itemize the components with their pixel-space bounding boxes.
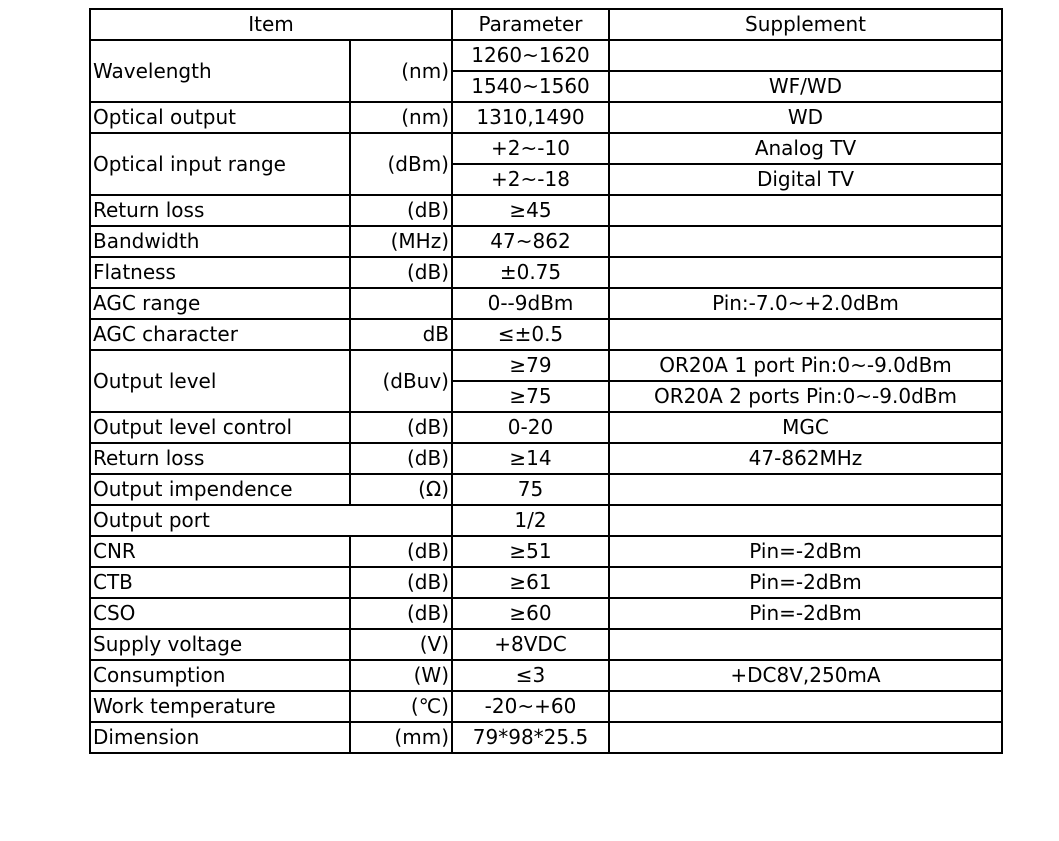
row-item-label: Output port (90, 505, 452, 536)
row-supplement (609, 691, 1002, 722)
row-supplement: MGC (609, 412, 1002, 443)
row-unit: (W) (350, 660, 452, 691)
row-item-label: Output level (90, 350, 350, 412)
row-parameter: ≥14 (452, 443, 609, 474)
header-parameter: Parameter (452, 9, 609, 40)
spec-body (90, 40, 1002, 753)
row-parameter: 0-20 (452, 412, 609, 443)
row-supplement: OR20A 1 port Pin:0~-9.0dBm (609, 350, 1002, 381)
table-row (90, 722, 1002, 753)
table-row (90, 598, 1002, 629)
row-unit: (V) (350, 629, 452, 660)
row-parameter: ≥75 (452, 381, 609, 412)
row-parameter: 1310,1490 (452, 102, 609, 133)
row-supplement: +DC8V,250mA (609, 660, 1002, 691)
table-row (90, 195, 1002, 226)
row-unit: (dB) (350, 567, 452, 598)
row-parameter: ≥60 (452, 598, 609, 629)
row-item-label: AGC range (90, 288, 350, 319)
table-row (90, 226, 1002, 257)
row-item-label: CNR (90, 536, 350, 567)
row-unit: (dB) (350, 257, 452, 288)
row-item-label: Optical output (90, 102, 350, 133)
table-row (90, 288, 1002, 319)
row-supplement (609, 257, 1002, 288)
row-item-label: Return loss (90, 443, 350, 474)
row-unit: (dB) (350, 412, 452, 443)
table-row (90, 102, 1002, 133)
row-unit: (nm) (350, 40, 452, 102)
row-item-label: Return loss (90, 195, 350, 226)
row-supplement: WD (609, 102, 1002, 133)
row-supplement: Pin=-2dBm (609, 567, 1002, 598)
row-unit: dB (350, 319, 452, 350)
row-supplement: Digital TV (609, 164, 1002, 195)
header-item: Item (90, 9, 452, 40)
row-parameter: ≤3 (452, 660, 609, 691)
row-parameter: 1/2 (452, 505, 609, 536)
row-unit: (dBuv) (350, 350, 452, 412)
row-item-label: Consumption (90, 660, 350, 691)
row-item-label: Flatness (90, 257, 350, 288)
table-row (90, 629, 1002, 660)
row-supplement (609, 722, 1002, 753)
table-row (90, 660, 1002, 691)
table-row (90, 40, 1002, 71)
table-row (90, 257, 1002, 288)
row-parameter: 47~862 (452, 226, 609, 257)
row-item-label: CTB (90, 567, 350, 598)
row-unit: (dBm) (350, 133, 452, 195)
table-row (90, 443, 1002, 474)
row-supplement (609, 474, 1002, 505)
row-parameter: ≥45 (452, 195, 609, 226)
row-item-label: Optical input range (90, 133, 350, 195)
row-supplement (609, 629, 1002, 660)
row-item-label: Output level control (90, 412, 350, 443)
row-unit: (nm) (350, 102, 452, 133)
table-row (90, 691, 1002, 722)
row-parameter: 1540~1560 (452, 71, 609, 102)
row-supplement: 47-862MHz (609, 443, 1002, 474)
row-item-label: Output impendence (90, 474, 350, 505)
table-row (90, 350, 1002, 381)
row-item-label: CSO (90, 598, 350, 629)
row-unit (350, 288, 452, 319)
table-row (90, 319, 1002, 350)
row-unit: (dB) (350, 195, 452, 226)
row-supplement: OR20A 2 ports Pin:0~-9.0dBm (609, 381, 1002, 412)
row-supplement: Pin:-7.0~+2.0dBm (609, 288, 1002, 319)
row-item-label: Supply voltage (90, 629, 350, 660)
row-item-label: Work temperature (90, 691, 350, 722)
row-unit: (dB) (350, 598, 452, 629)
row-unit: (MHz) (350, 226, 452, 257)
table-row (90, 505, 1002, 536)
header-row (90, 9, 1002, 40)
row-supplement: Pin=-2dBm (609, 598, 1002, 629)
row-unit: (mm) (350, 722, 452, 753)
table-row (90, 133, 1002, 164)
header-supplement: Supplement (609, 9, 1002, 40)
row-parameter: ≥79 (452, 350, 609, 381)
row-parameter: -20~+60 (452, 691, 609, 722)
row-item-label: Dimension (90, 722, 350, 753)
row-parameter: +8VDC (452, 629, 609, 660)
row-parameter: ≥51 (452, 536, 609, 567)
row-item-label: Bandwidth (90, 226, 350, 257)
row-supplement (609, 226, 1002, 257)
row-supplement (609, 40, 1002, 71)
row-parameter: ±0.75 (452, 257, 609, 288)
spec-table (89, 8, 1003, 754)
row-parameter: 75 (452, 474, 609, 505)
row-unit: (Ω) (350, 474, 452, 505)
row-parameter: ≥61 (452, 567, 609, 598)
table-row (90, 474, 1002, 505)
row-supplement (609, 319, 1002, 350)
table-row (90, 536, 1002, 567)
row-parameter: +2~-10 (452, 133, 609, 164)
table-row (90, 412, 1002, 443)
row-unit: (dB) (350, 536, 452, 567)
row-supplement: Analog TV (609, 133, 1002, 164)
row-parameter: 79*98*25.5 (452, 722, 609, 753)
row-supplement: WF/WD (609, 71, 1002, 102)
table-row (90, 567, 1002, 598)
row-unit: (℃) (350, 691, 452, 722)
row-unit: (dB) (350, 443, 452, 474)
row-item-label: AGC character (90, 319, 350, 350)
row-parameter: ≤±0.5 (452, 319, 609, 350)
row-item-label: Wavelength (90, 40, 350, 102)
row-supplement: Pin=-2dBm (609, 536, 1002, 567)
row-supplement (609, 195, 1002, 226)
row-parameter: +2~-18 (452, 164, 609, 195)
row-supplement (609, 505, 1002, 536)
row-parameter: 1260~1620 (452, 40, 609, 71)
row-parameter: 0--9dBm (452, 288, 609, 319)
